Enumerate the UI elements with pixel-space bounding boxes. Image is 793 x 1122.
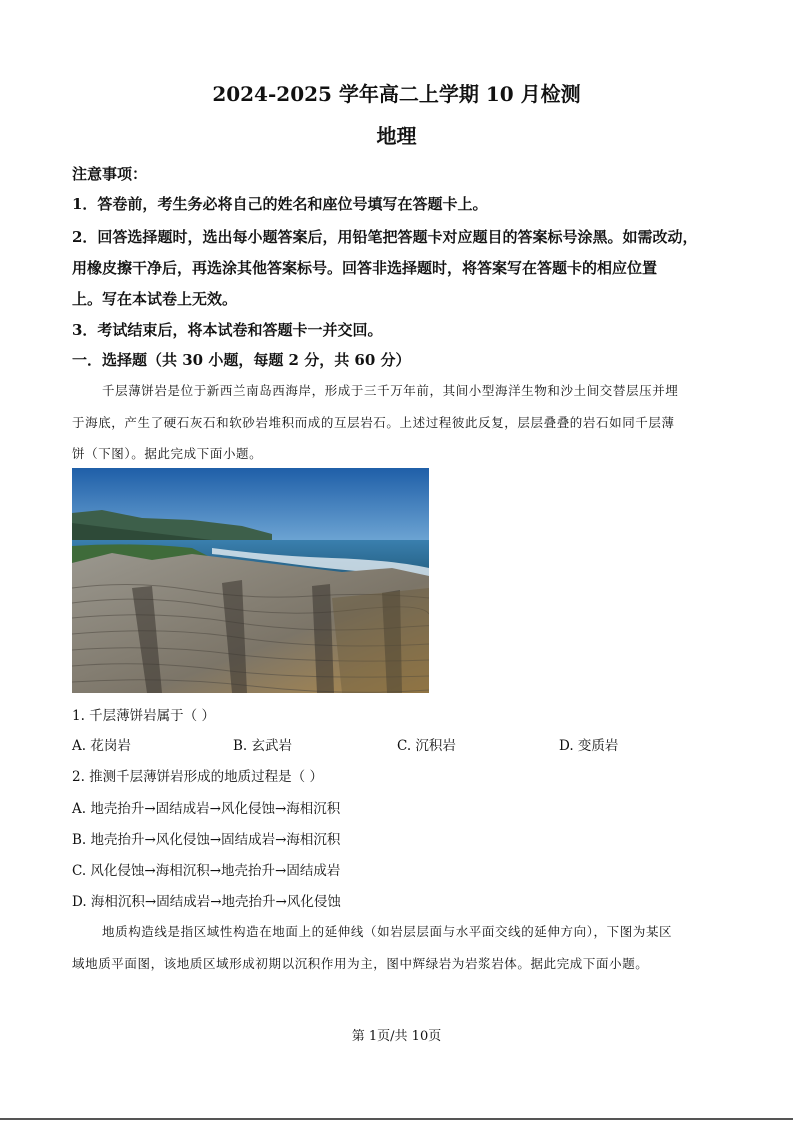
note-item-2-line-1: 2．回答选择题时，选出每小题答案后，用铅笔把答题卡对应题目的答案标号涂黑。如需改动， [72,228,698,246]
question-2-option-b: B. 地壳抬升→风化侵蚀→固结成岩→海相沉积 [72,832,341,848]
note-item-2-line-2: 用橡皮擦干净后，再选涂其他答案标号。回答非选择题时，将答案写在答题卡的相应位置 [72,259,658,277]
question-1-option-b: B. 玄武岩 [233,738,293,754]
note-item-2-line-3: 上。写在本试卷上无效。 [72,290,238,308]
notes-heading: 注意事项： [72,165,148,183]
note-item-3: 3．考试结束后，将本试卷和答题卡一并交回。 [72,321,383,339]
question-2-stem: 2. 推测千层薄饼岩形成的地质过程是（ ） [72,769,323,785]
question-1-option-c: C. 沉积岩 [397,738,456,754]
question-2-option-c: C. 风化侵蚀→海相沉积→地壳抬升→固结成岩 [72,863,341,879]
question-2-option-d: D. 海相沉积→固结成岩→地壳抬升→风化侵蚀 [72,894,341,910]
exam-title: 2024-2025 学年高二上学期 10 月检测 [212,82,581,106]
bottom-divider [0,1118,793,1120]
passage-2-line-2: 域地质平面图，该地质区域形成初期以沉积作用为主，图中辉绿岩为岩浆岩体。据此完成下面小题。 [72,956,649,971]
question-2-option-a: A. 地壳抬升→固结成岩→风化侵蚀→海相沉积 [72,801,341,817]
page-number: 第 1页/共 10页 [351,1029,442,1044]
passage-1-line-3: 饼（下图）。据此完成下面小题。 [72,446,263,461]
question-1-option-d: D. 变质岩 [559,738,619,754]
question-1-option-a: A. 花岗岩 [72,738,131,754]
passage-2-line-1: 地质构造线是指区域性构造在地面上的延伸线（如岩层层面与水平面交线的延伸方向），下图为某区 [102,924,673,939]
section-heading: 一．选择题（共 30 小题，每题 2 分，共 60 分） [72,351,411,369]
note-item-1: 1．答卷前，考生务必将自己的姓名和座位号填写在答题卡上。 [72,195,488,213]
passage-1-line-1: 千层薄饼岩是位于新西兰南岛西海岸，形成于三千万年前，其间小型海洋生物和沙土间交替层压并埋 [102,383,679,398]
pancake-rocks-photo [72,468,429,693]
passage-1-line-2: 于海底，产生了硬石灰石和软砂岩堆积而成的互层岩石。上述过程彼此反复，层层叠叠的岩石如同千层薄 [72,415,675,430]
subject-title: 地理 [376,124,417,148]
question-1-stem: 1. 千层薄饼岩属于（ ） [72,708,215,724]
